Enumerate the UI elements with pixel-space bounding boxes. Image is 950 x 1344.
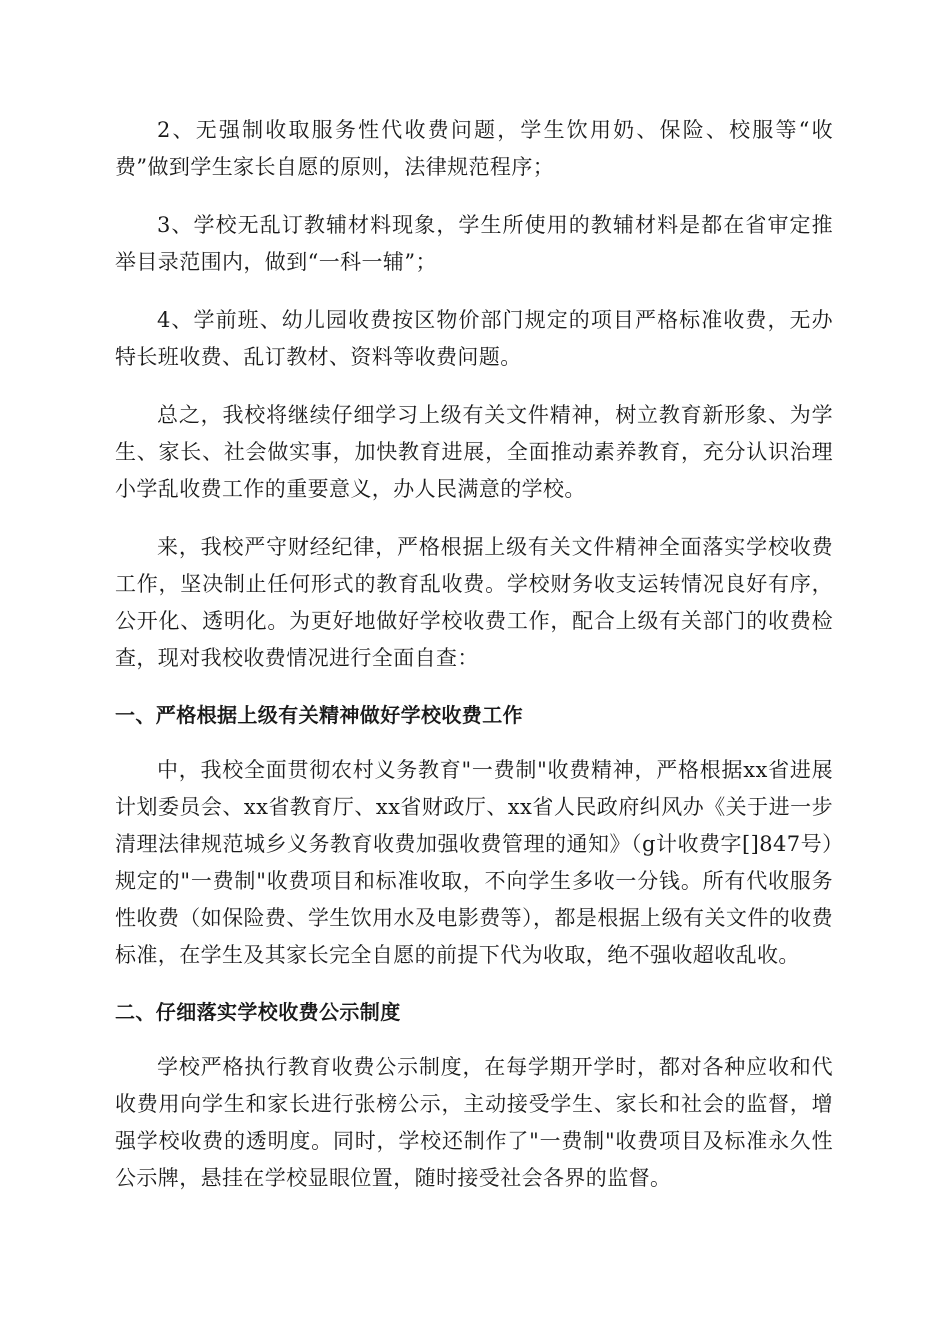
paragraph-item-4: 4、学前班、幼儿园收费按区物价部门规定的项目严格标准收费，无办特长班收费、乱订教材、资料等收费问题。 xyxy=(115,308,833,369)
paragraph-section-1: 中，我校全面贯彻农村义务教育"一费制"收费精神，严格根据xx省进展计划委员会、xx省教育厅、xx省财政厅、xx省人民政府纠风办《关于进一步清理法律规范城乡义务教育收费加强收费管理的通知》（g计收费字[]847号）规定的"一费制"收费项目和标准收取，不向学生多收一分钱。所有代收服务性收费（如保险费、学生饮用水及电影费等），都是根据上级有关文件的收费标准，在学生及其家长完全自愿的前提下代为收取，绝不强收超收乱收。 xyxy=(115,758,833,967)
paragraph-intro: 来，我校严守财经纪律，严格根据上级有关文件精神全面落实学校收费工作，坚决制止任何形式的教育乱收费。学校财务收支运转情况良好有序，公开化、透明化。为更好地做好学校收费工作，配合上级有关部门的收费检查，现对我校收费情况进行全面自查： xyxy=(115,535,833,670)
section-heading-2: 二、仔细落实学校收费公示制度 xyxy=(115,1000,401,1024)
document-body xyxy=(115,112,833,1218)
section-heading-1: 一、严格根据上级有关精神做好学校收费工作 xyxy=(115,703,523,727)
paragraph-summary: 总之，我校将继续仔细学习上级有关文件精神，树立教育新形象、为学生、家长、社会做实事，加快教育进展，全面推动素养教育，充分认识治理小学乱收费工作的重要意义，办人民满意的学校。 xyxy=(115,403,833,501)
paragraph-section-2: 学校严格执行教育收费公示制度，在每学期开学时，都对各种应收和代收费用向学生和家长进行张榜公示，主动接受学生、家长和社会的监督，增强学校收费的透明度。同时，学校还制作了"一费制"收费项目及标准永久性公示牌，悬挂在学校显眼位置，随时接受社会各界的监督。 xyxy=(115,1055,833,1190)
paragraph-item-2: 2、无强制收取服务性代收费问题，学生饮用奶、保险、校服等“收费”做到学生家长自愿的原则，法律规范程序； xyxy=(115,118,833,179)
paragraph-item-3: 3、学校无乱订教辅材料现象，学生所使用的教辅材料是都在省审定推举目录范围内，做到“一科一辅”； xyxy=(115,213,833,274)
